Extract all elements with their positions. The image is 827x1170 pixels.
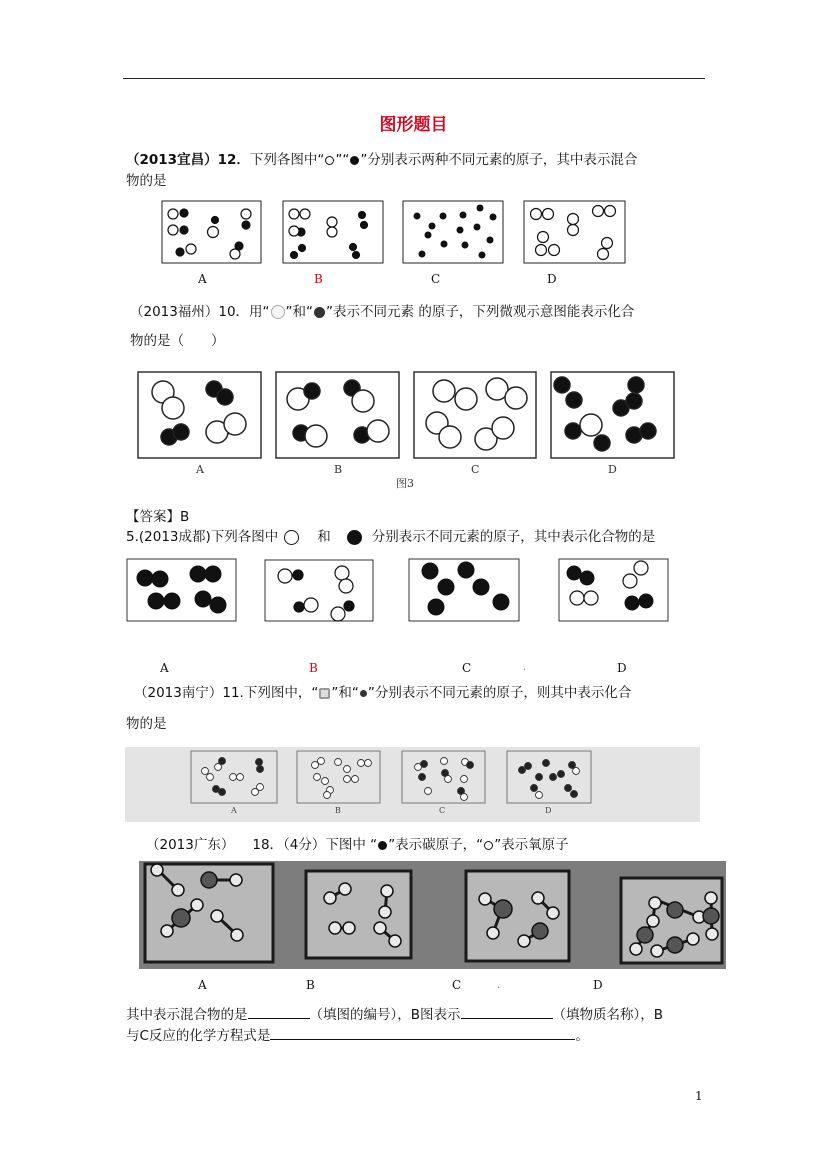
q2-label-b: B — [334, 463, 343, 476]
q5-prompt-d: 与C反应的化学方程式是 — [126, 1028, 271, 1044]
q1-label-a: A — [198, 272, 207, 286]
q3-dot: . — [523, 662, 527, 673]
q4-text-c: ”分别表示不同元素的原子，则其中表示化合 — [367, 685, 632, 701]
q4-text-a: 下列图中，“ — [243, 685, 319, 701]
q3-label-d: D — [617, 661, 627, 675]
q2-number: 10． — [218, 304, 250, 320]
white-atom-icon — [284, 530, 299, 545]
dark-atom-icon — [314, 307, 325, 318]
grey-atom-icon — [319, 688, 330, 699]
answer-value: B — [180, 509, 190, 525]
q3-figures — [124, 556, 674, 626]
black-atom-icon — [350, 156, 359, 165]
page-title: 图形题目 — [379, 115, 448, 135]
q3-label-b: B — [309, 661, 318, 675]
q3-label-a: A — [160, 661, 169, 675]
q2-source: （2013福州） — [130, 304, 219, 320]
q3-prefix: 5. — [126, 529, 139, 545]
q2-line1 — [130, 302, 634, 322]
q1-text-a: 下列各图中“ — [249, 152, 325, 168]
q3-text-a: 下列各图中 — [210, 529, 279, 545]
q3-text-c: 分别表示不同元素的原子，其中表示化合物的是 — [371, 529, 656, 545]
q5-source: （2013广东） — [146, 837, 235, 853]
white-atom-icon — [271, 305, 285, 319]
answer-line — [126, 507, 189, 527]
q1-label-d: D — [547, 272, 557, 286]
q1-figures — [160, 200, 630, 268]
white-atom-icon — [325, 156, 334, 165]
q4-number: 11. — [222, 685, 244, 701]
q3-source: (2013成都) — [138, 529, 211, 545]
q1-text-b: ”“ — [335, 152, 350, 168]
q2-figures — [136, 369, 696, 494]
q1-number: 12． — [217, 152, 250, 168]
q5-label-b: B — [306, 978, 315, 992]
black-atom-icon — [360, 690, 367, 697]
q5-label-c: C — [452, 978, 462, 992]
page-number: 1 — [695, 1089, 703, 1103]
q2-text-c: ”表示不同元素 的原子，下列微观示意图能表示化合 — [326, 304, 635, 320]
q4-label-a: A — [231, 806, 237, 815]
q5-text-b: ”表示碳原子，“ — [388, 837, 484, 853]
q5-text-a: 下图中 “ — [325, 837, 378, 853]
q4-line2: 物的是 — [126, 716, 167, 732]
q3-label-c: C — [462, 661, 472, 675]
answer-blank-2[interactable] — [461, 1004, 553, 1019]
q5-dot: . — [497, 980, 501, 991]
q3-line1 — [126, 527, 655, 547]
q5-scanned-figure — [139, 861, 726, 969]
answer-tag: 【答案】 — [126, 509, 180, 525]
black-atom-icon — [378, 841, 387, 850]
answer-blank-3[interactable] — [270, 1025, 575, 1040]
q5-prompt-end: 。 — [575, 1028, 589, 1044]
q5-prompt-c: （填物质名称），B — [552, 1007, 664, 1023]
q2-fig-caption: 图3 — [396, 477, 414, 490]
q5-line1 — [146, 835, 569, 855]
q5-label-a: A — [198, 978, 207, 992]
q1-line2: 物的是 — [126, 173, 167, 189]
q4-source: （2013南宁） — [134, 685, 223, 701]
q1-line1 — [126, 150, 637, 170]
q5-label-d: D — [593, 978, 603, 992]
q2-label-c: C — [471, 463, 480, 476]
q4-label-d: D — [545, 806, 552, 815]
q4-text-b: ”和“ — [331, 685, 359, 701]
q1-label-b: B — [314, 272, 323, 286]
answer-blank-1[interactable] — [248, 1004, 310, 1019]
q4-line1 — [134, 683, 631, 703]
q4-label-c: C — [439, 806, 446, 815]
q5-fill-line1 — [126, 1004, 663, 1025]
q4-scanned-figure — [125, 747, 700, 822]
q5-prompt-a: 其中表示混合物的是 — [126, 1007, 248, 1023]
q5-text-c: ”表示氧原子 — [494, 837, 569, 853]
q2-text-b: ”和“ — [285, 304, 314, 320]
q3-text-b: 和 — [317, 529, 331, 545]
q2-text-a: 用“ — [249, 304, 270, 320]
q1-text-c: ”分别表示两种不同元素的原子，其中表示混合 — [360, 152, 638, 168]
black-atom-icon — [347, 530, 362, 545]
q5-fill-line2 — [126, 1025, 589, 1046]
q5-prompt-b: （填图的编号），B图表示 — [309, 1007, 461, 1023]
q4-label-b: B — [335, 806, 341, 815]
q2-line2: 物的是（ ） — [130, 333, 225, 349]
white-atom-icon — [484, 841, 493, 850]
q5-number: 18．（4分） — [252, 837, 326, 853]
q1-source: （2013宜昌） — [126, 152, 218, 168]
q1-box-c — [403, 201, 503, 263]
header-rule — [123, 78, 705, 79]
q2-label-d: D — [608, 463, 617, 476]
q1-label-c: C — [431, 272, 441, 286]
q2-label-a: A — [196, 463, 204, 476]
